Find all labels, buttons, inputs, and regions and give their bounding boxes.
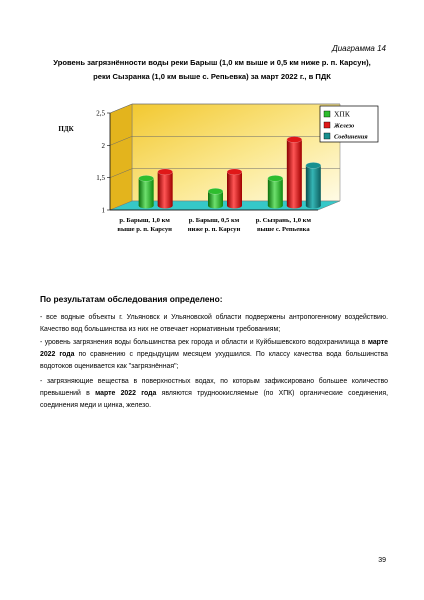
bar-base [139,203,154,209]
x-category-label: ниже р. п. Карсун [187,226,241,233]
chart [0,0,424,260]
paragraph-2-date: марте 2022 года [40,339,388,358]
paragraph-3 [40,376,388,412]
bar-compounds [306,162,321,208]
bar-iron [287,137,302,209]
bar-top [158,169,173,175]
bar-base [268,203,283,209]
bar-khpk [139,175,154,208]
chart-title-line-2: реки Сызранка (1,0 км выше с. Репьевка) за март 2022 г., в ПДК [93,72,331,81]
bar-body [287,140,302,206]
diagram-label: Диаграмма 14 [332,44,386,53]
y-axis-label: ПДК [58,125,74,133]
bar-body [268,178,283,205]
legend [320,106,378,142]
y-tick-label: 2,5 [96,109,105,118]
paragraph-3-part-a: - загрязняющие вещества в поверхностных водах, по которым зафиксировано большее количество превышений в [40,378,388,397]
legend-swatch [324,111,330,117]
legend-label: Железо [334,122,355,130]
bar-top [227,169,242,175]
paragraph-2-part-c: по сравнению с предыдущим месяцем ухудшился. По классу качества вода большинства водотоков оценивается как "загрязнённая"; [40,351,388,370]
x-category-label: р. Барыш, 0,5 км [188,217,240,224]
x-category-label: выше с. Репьевка [256,226,310,233]
bar-base [227,203,242,209]
bar-base [287,203,302,209]
x-category-label: выше р. п. Карсун [117,226,172,233]
bar-top [268,175,283,181]
bar-top [139,175,154,181]
findings-heading: По результатам обследования определено: [40,294,223,304]
plot-side-wall [110,104,132,210]
legend-swatch [324,122,330,128]
legend-label: Соединения [334,133,368,141]
paragraph-2 [40,337,388,373]
bar-khpk [208,188,223,208]
bar-iron [227,169,242,209]
y-tick-label: 2 [101,141,105,150]
x-category-label: р. Сызрань, 1,0 км [255,217,311,224]
bar-khpk [268,175,283,208]
paragraph-1: - все водные объекты г. Ульяновск и Ульяновской области подвержены антропогенному воздействию. Качество вод большинства из них не отвечает нормативным требованиям; [40,314,388,333]
paragraph-3-date: марте 2022 года [95,390,157,397]
bar-body [227,172,242,206]
bar-base [158,203,173,209]
bar-base [208,203,223,209]
bar-iron [158,169,173,209]
chart-title-line-1: Уровень загрязнённости воды реки Барыш (1,0 км выше и 0,5 км ниже р. п. Карсун), [53,58,371,67]
legend-swatch [324,133,330,139]
y-tick-label: 1,5 [96,174,105,183]
bar-top [208,188,223,194]
legend-label: ХПК [334,109,350,119]
page-number: 39 [378,557,386,564]
bar-top [306,162,321,168]
bar-top [287,137,302,143]
paragraph-3-part-c: являются трудноокисляемые (по ХПК) органические соединения, соединения меди и цинка, железо. [40,390,388,409]
bar-base [306,203,321,209]
x-category-label: р. Барыш, 1,0 км [119,217,170,224]
y-tick-label: 1 [101,206,105,215]
paragraph-2-part-a: - уровень загрязнения воды большинства рек города и области и Куйбышевского водохранилища в [40,339,368,346]
bar-body [306,165,321,205]
bar-body [139,178,154,205]
bar-body [158,172,173,206]
